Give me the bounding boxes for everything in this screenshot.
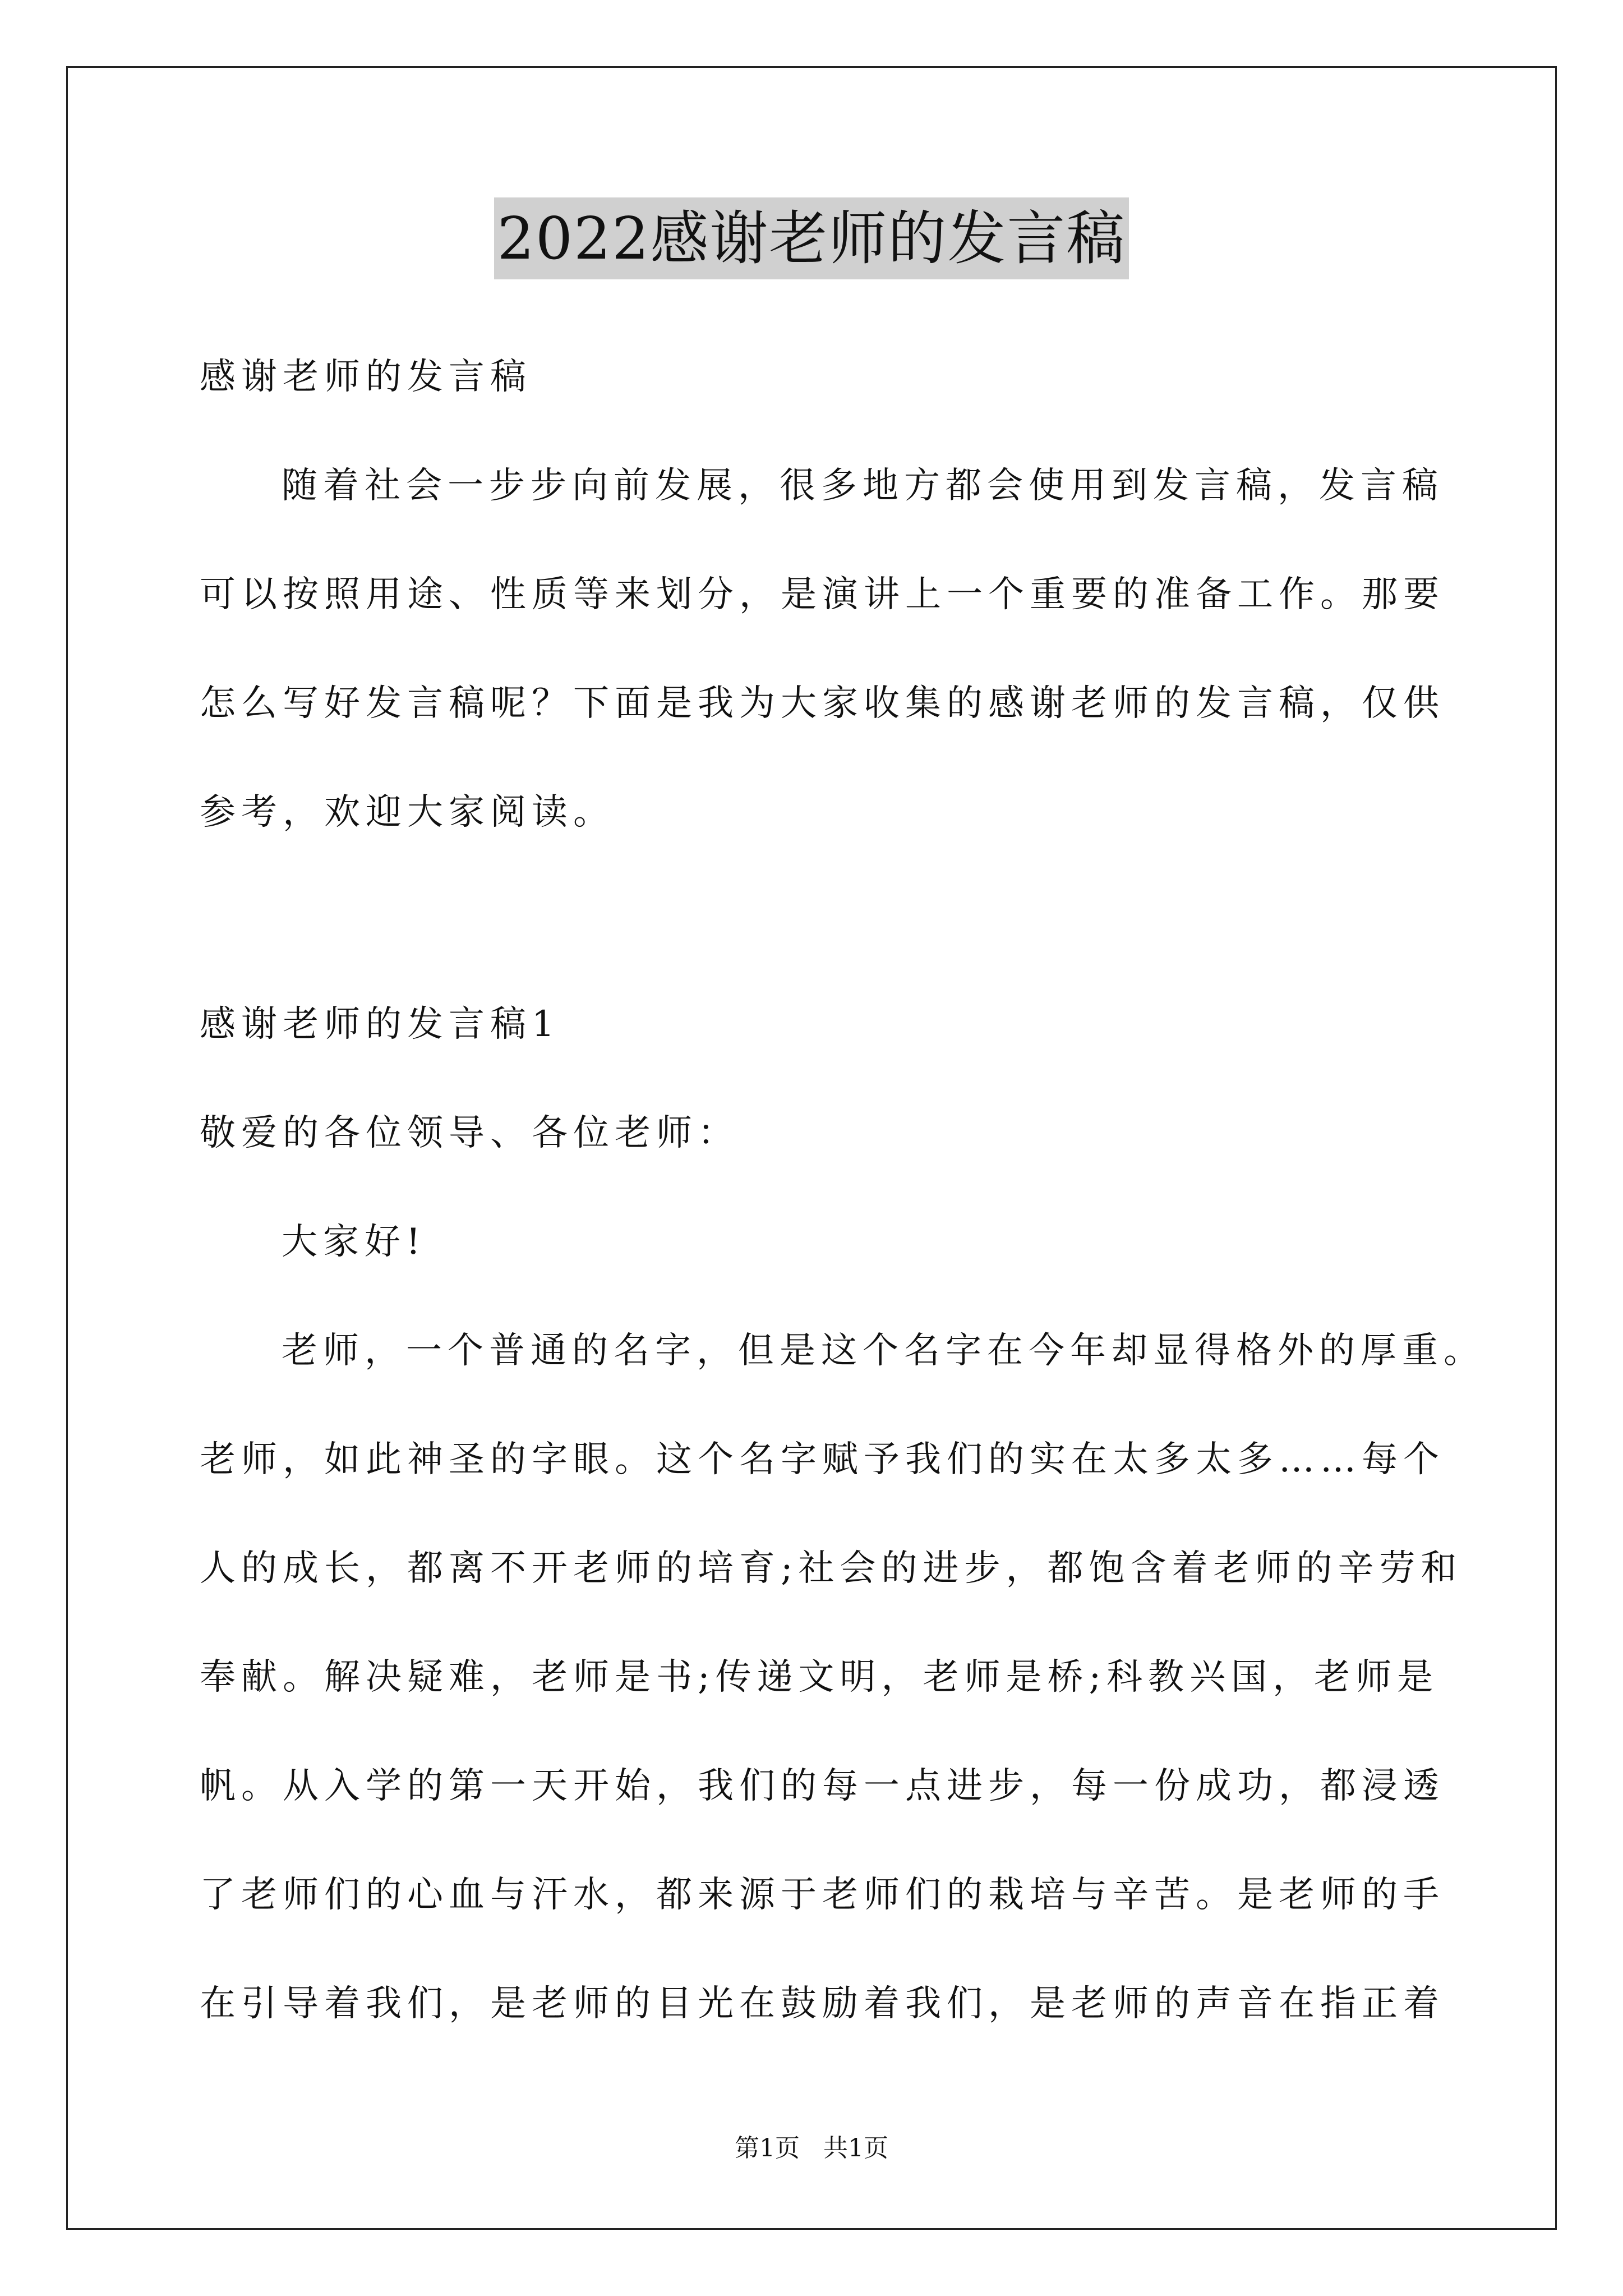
- page-footer: 第1页 共1页: [735, 2134, 888, 2162]
- body-line: 帆。从入学的第一天开始，我们的每一点进步，每一份成功，都浸透: [200, 1765, 1445, 1807]
- subtitle: 感谢老师的发言稿: [200, 356, 532, 398]
- body-line: 了老师们的心血与汗水，都来源于老师们的栽培与辛苦。是老师的手: [200, 1874, 1445, 1916]
- body-line: 人的成长，都离不开老师的培育;社会的进步，都饱含着老师的辛劳和: [200, 1548, 1463, 1589]
- section-title: 感谢老师的发言稿1: [200, 1004, 560, 1045]
- salutation: 敬爱的各位领导、各位老师：: [200, 1112, 739, 1154]
- body-line: 老师，如此神圣的字眼。这个名字赋予我们的实在太多太多……每个: [200, 1439, 1445, 1480]
- document-title-text: 2022感谢老师的发言稿: [494, 197, 1129, 279]
- greeting: 大家好!: [282, 1221, 426, 1263]
- body-line: 奉献。解决疑难，老师是书;传递文明，老师是桥;科教兴国，老师是: [200, 1657, 1439, 1698]
- body-line: 老师，一个普通的名字，但是这个名字在今年却显得格外的厚重。: [282, 1330, 1485, 1372]
- document-title: [0, 197, 1623, 279]
- intro-line: 随着社会一步步向前发展，很多地方都会使用到发言稿，发言稿: [282, 465, 1444, 507]
- intro-line: 参考，欢迎大家阅读。: [200, 792, 615, 833]
- intro-line: 怎么写好发言稿呢？下面是我为大家收集的感谢老师的发言稿，仅供: [200, 683, 1445, 724]
- body-line: 在引导着我们，是老师的目光在鼓励着我们，是老师的声音在指正着: [200, 1983, 1445, 2024]
- intro-line: 可以按照用途、性质等来划分，是演讲上一个重要的准备工作。那要: [200, 574, 1445, 615]
